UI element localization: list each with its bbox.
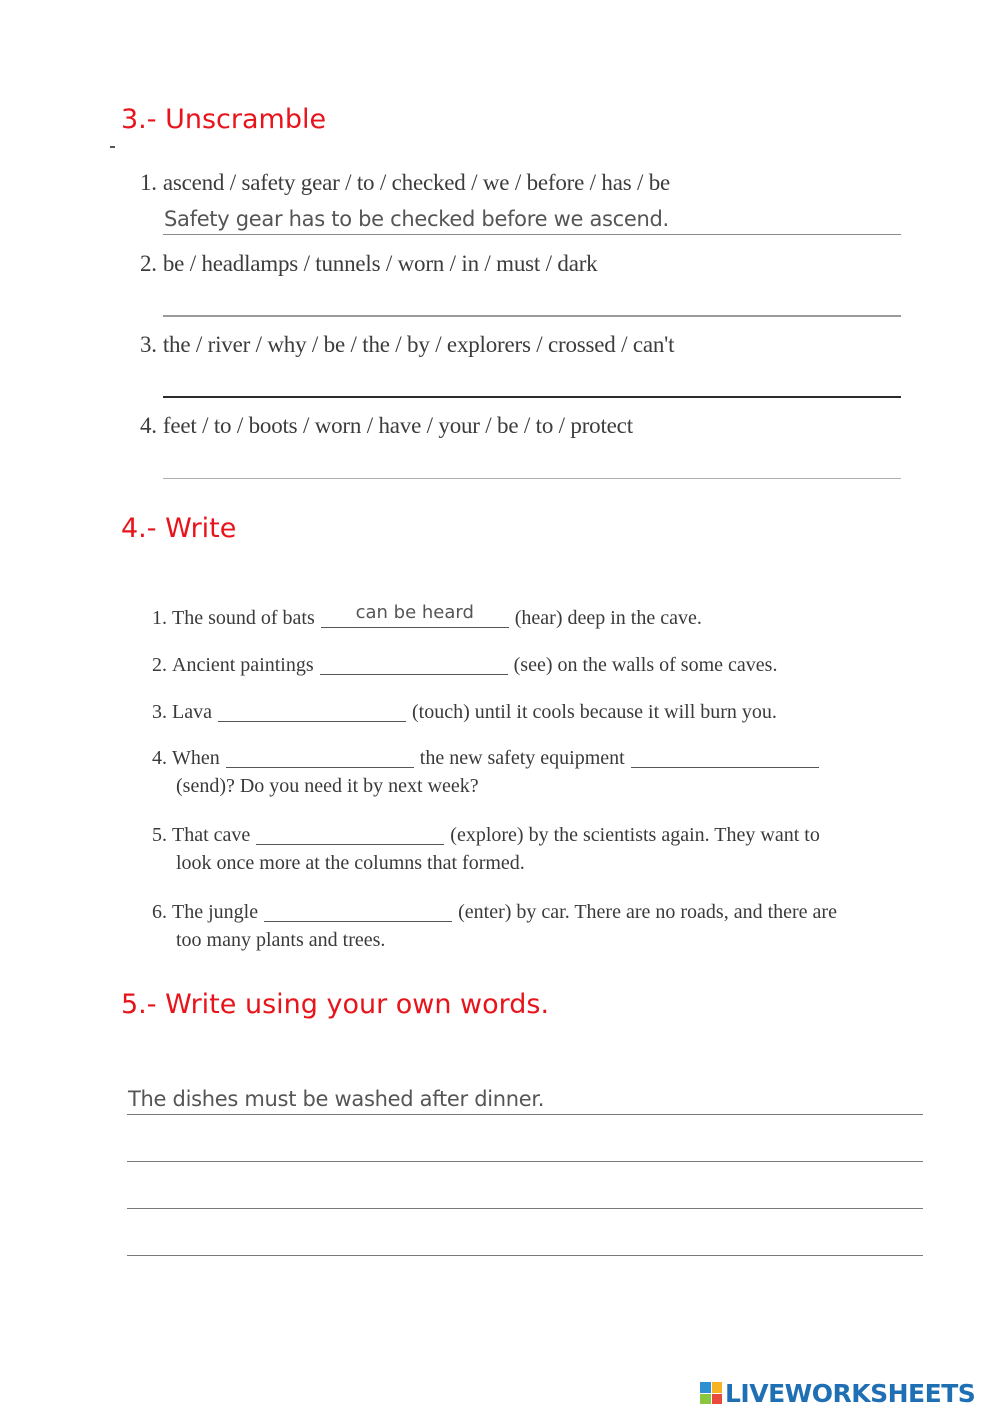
sentence-end: (explore) by the scientists again. They want to	[450, 824, 820, 846]
own-words-line-2	[127, 1161, 923, 1162]
item-number: 3.	[140, 332, 157, 357]
item-number: 6.	[152, 901, 167, 923]
unscramble-item-4	[140, 414, 633, 437]
liveworksheets-logo[interactable]	[700, 1380, 975, 1406]
section-3-heading: 3.- Unscramble	[121, 104, 327, 135]
write-item-4	[152, 745, 825, 768]
sentence-start: The sound of bats	[172, 607, 315, 629]
answer-blank[interactable]	[321, 602, 509, 628]
item-number: 1.	[140, 170, 157, 195]
liveworksheets-logo-icon	[700, 1382, 722, 1404]
section-5-heading: 5.- Write using your own words.	[121, 989, 550, 1020]
scrambled-words: the / river / why / be / the / by / explorers / crossed / can't	[162, 332, 675, 357]
sentence-start: The jungle	[172, 901, 259, 923]
sentence-end: (touch) until it cools because it will burn you.	[411, 701, 777, 723]
logo-square-red	[712, 1394, 723, 1405]
sentence-end: (see) on the walls of some caves.	[513, 654, 778, 676]
unscramble-item-2	[140, 252, 597, 275]
sentence-end: (enter) by car. There are no roads, and there are	[458, 901, 837, 923]
write-item-4-continuation: (send)? Do you need it by next week?	[176, 775, 479, 797]
scrambled-words: feet / to / boots / worn / have / your / be / to / protect	[162, 413, 633, 438]
write-item-3	[152, 699, 777, 722]
stray-mark	[110, 146, 115, 148]
answer-blank[interactable]	[218, 699, 406, 722]
answer-blank[interactable]	[226, 745, 414, 768]
scrambled-words: be / headlamps / tunnels / worn / in / must / dark	[162, 251, 598, 276]
own-words-line-3	[127, 1208, 923, 1209]
sentence-start: Lava	[172, 701, 212, 723]
answer-line-1	[163, 234, 901, 235]
scrambled-words: ascend / safety gear / to / checked / we / before / has / be	[162, 170, 671, 195]
unscramble-item-3	[140, 333, 674, 356]
write-item-1	[152, 602, 702, 629]
logo-text: LIVEWORKSHEETS	[725, 1378, 976, 1408]
answer-line-2[interactable]	[163, 315, 901, 317]
write-item-6	[152, 899, 837, 922]
item-number: 3.	[152, 701, 167, 723]
logo-square-green	[700, 1394, 711, 1405]
logo-square-yellow	[712, 1382, 723, 1393]
answer-blank[interactable]	[256, 822, 444, 845]
write-item-2	[152, 652, 777, 675]
section-4-heading: 4.- Write	[121, 513, 237, 544]
answer-blank[interactable]	[320, 652, 508, 675]
answer-blank-2[interactable]	[631, 745, 819, 768]
write-item-5	[152, 822, 820, 845]
logo-square-blue	[700, 1382, 711, 1393]
write-item-5-continuation: look once more at the columns that formed.	[176, 852, 525, 874]
sentence-start: That cave	[172, 824, 251, 846]
own-words-line-4	[127, 1255, 923, 1256]
sentence-start: When	[172, 747, 220, 769]
unscramble-item-1	[140, 171, 670, 194]
item-number: 2.	[152, 654, 167, 676]
item-number: 5.	[152, 824, 167, 846]
own-words-line-1	[127, 1114, 923, 1115]
answer-line-4[interactable]	[163, 478, 901, 479]
write-item-6-continuation: too many plants and trees.	[176, 929, 386, 951]
answer-blank[interactable]	[264, 899, 452, 922]
sentence-middle: the new safety equipment	[419, 747, 625, 769]
item-number: 1.	[152, 607, 167, 629]
unscramble-answer-1[interactable]: Safety gear has to be checked before we ascend.	[164, 207, 669, 231]
item-number: 4.	[152, 747, 167, 769]
sentence-end: (hear) deep in the cave.	[514, 607, 702, 629]
item-number: 2.	[140, 251, 157, 276]
sentence-start: Ancient paintings	[172, 654, 314, 676]
answer-line-3[interactable]	[163, 396, 901, 398]
answer-text: can be heard	[355, 602, 474, 623]
own-words-answer-1[interactable]: The dishes must be washed after dinner.	[128, 1087, 545, 1111]
item-number: 4.	[140, 413, 157, 438]
